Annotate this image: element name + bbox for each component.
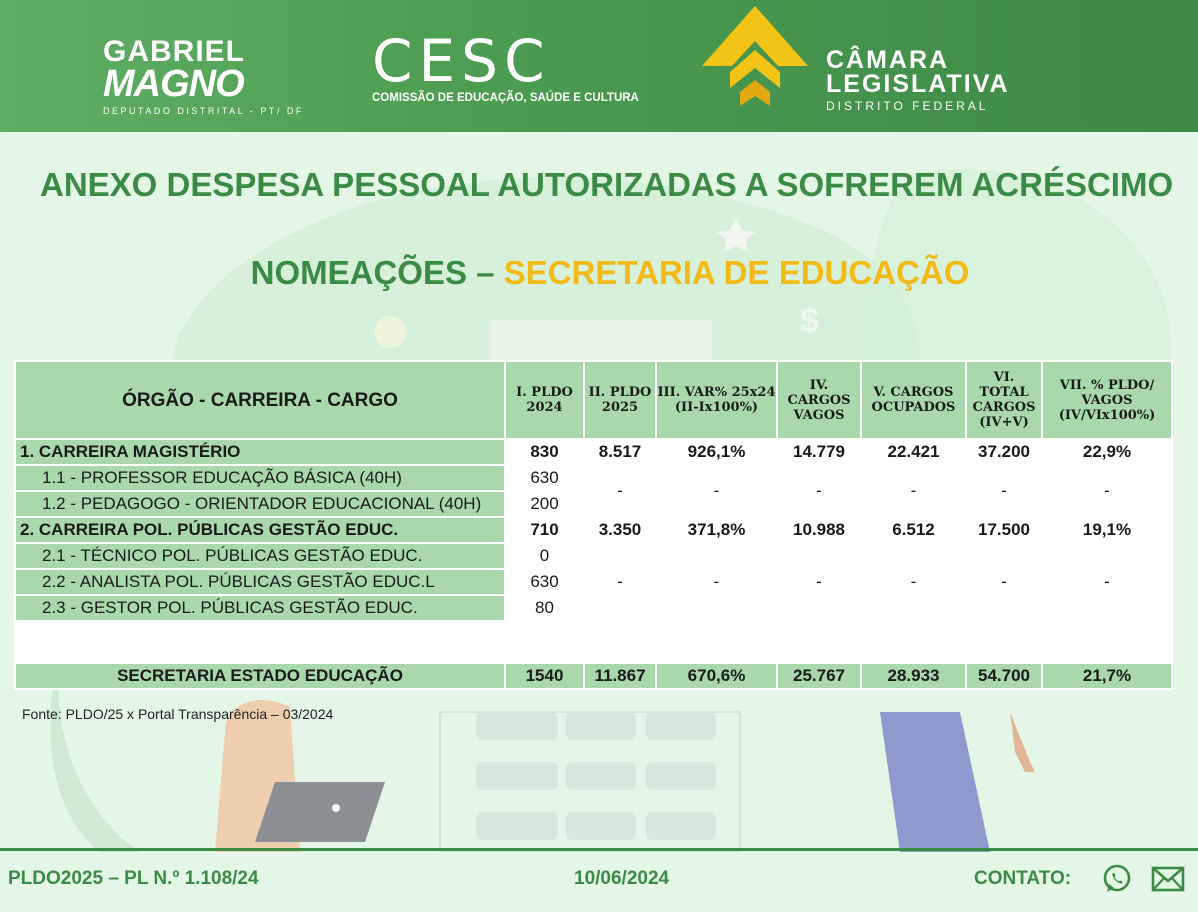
group1-dash-var: - bbox=[657, 466, 776, 516]
group1-dash-vagos: - bbox=[778, 466, 860, 516]
total-label: SECRETARIA ESTADO EDUCAÇÃO bbox=[16, 664, 504, 688]
group2-var: 371,8% bbox=[657, 518, 776, 542]
group2-pldo2024: 710 bbox=[506, 518, 583, 542]
camara-line3: DISTRITO FEDERAL bbox=[826, 99, 989, 113]
camara-line1: CÂMARA bbox=[826, 46, 950, 74]
table-header-row bbox=[16, 362, 1171, 438]
col-header-vagos: IV. CARGOS VAGOS bbox=[778, 362, 860, 438]
page-title: ANEXO DESPESA PESSOAL AUTORIZADAS A SOFREREM ACRÉSCIMO bbox=[40, 166, 1174, 203]
table-row-group2 bbox=[16, 518, 1171, 542]
whatsapp-icon[interactable] bbox=[1101, 863, 1133, 895]
group2-pldo2025: 3.350 bbox=[585, 518, 655, 542]
expense-table bbox=[14, 360, 1173, 690]
group2-dash-percent: - bbox=[1043, 544, 1171, 620]
col-header-pldo2024: I. PLDO 2024 bbox=[506, 362, 583, 438]
item-2-2-pldo2024: 630 bbox=[506, 570, 583, 594]
group2-dash-pldo2025: - bbox=[585, 544, 655, 620]
mail-icon[interactable] bbox=[1151, 866, 1185, 892]
group1-dash-ocupados: - bbox=[862, 466, 965, 516]
gabriel-magno-logo bbox=[103, 35, 304, 116]
group1-total: 37.200 bbox=[967, 440, 1041, 464]
item-1-2-pldo2024: 200 bbox=[506, 492, 583, 516]
brand-gabriel: GABRIEL bbox=[103, 35, 245, 68]
group1-dash-total: - bbox=[967, 466, 1041, 516]
footer-contact-label: CONTATO: bbox=[974, 868, 1072, 889]
col-header-orgao: ÓRGÃO - CARREIRA - CARGO bbox=[16, 362, 504, 438]
camara-text bbox=[826, 48, 1010, 113]
table-row-group1 bbox=[16, 440, 1171, 464]
group2-dash-var: - bbox=[657, 544, 776, 620]
group2-dash-vagos: - bbox=[778, 544, 860, 620]
item-2-3-pldo2024: 80 bbox=[506, 596, 583, 620]
item-2-1-name: 2.1 - TÉCNICO POL. PÚBLICAS GESTÃO EDUC. bbox=[16, 544, 504, 568]
footer-bill: PLDO2025 – PL N.º 1.108/24 bbox=[8, 868, 259, 889]
total-vagos: 25.767 bbox=[778, 664, 860, 688]
table-row bbox=[16, 466, 1171, 490]
item-1-1-pldo2024: 630 bbox=[506, 466, 583, 490]
table-spacer bbox=[16, 622, 1171, 662]
total-percent: 21,7% bbox=[1043, 664, 1171, 688]
cesc-subtitle: COMISSÃO DE EDUCAÇÃO, SAÚDE E CULTURA bbox=[372, 92, 639, 104]
total-total: 54.700 bbox=[967, 664, 1041, 688]
svg-text:$: $ bbox=[800, 302, 819, 340]
subtitle-part1: NOMEAÇÕES – bbox=[250, 254, 504, 291]
total-pldo2024: 1540 bbox=[506, 664, 583, 688]
item-1-2-name: 1.2 - PEDAGOGO - ORIENTADOR EDUCACIONAL (40H) bbox=[16, 492, 504, 516]
col-header-pldo2025: II. PLDO 2025 bbox=[585, 362, 655, 438]
subtitle-part2: SECRETARIA DE EDUCAÇÃO bbox=[503, 254, 970, 291]
group1-name: 1. CARREIRA MAGISTÉRIO bbox=[16, 440, 504, 464]
group2-percent: 19,1% bbox=[1043, 518, 1171, 542]
group1-dash-percent: - bbox=[1043, 466, 1171, 516]
group2-vagos: 10.988 bbox=[778, 518, 860, 542]
col-header-percent: VII. % PLDO/ VAGOS (IV/VIx100%) bbox=[1043, 362, 1171, 438]
page-subtitle bbox=[0, 254, 1198, 292]
group2-ocupados: 6.512 bbox=[862, 518, 965, 542]
header-banner bbox=[0, 0, 1198, 132]
camara-line2: LEGISLATIVA bbox=[826, 70, 1010, 98]
group2-dash-total: - bbox=[967, 544, 1041, 620]
group1-dash-pldo2025: - bbox=[585, 466, 655, 516]
table-spacer-row bbox=[16, 622, 1171, 662]
group2-total: 17.500 bbox=[967, 518, 1041, 542]
total-var: 670,6% bbox=[657, 664, 776, 688]
total-pldo2025: 11.867 bbox=[585, 664, 655, 688]
group1-pldo2025: 8.517 bbox=[585, 440, 655, 464]
cesc-logo bbox=[372, 27, 639, 104]
col-header-var: III. VAR% 25x24 (II-Ix100%) bbox=[657, 362, 776, 438]
brand-magno: MAGNO bbox=[103, 63, 244, 105]
group1-ocupados: 22.421 bbox=[862, 440, 965, 464]
table-row bbox=[16, 544, 1171, 568]
cesc-title: CESC bbox=[372, 27, 551, 95]
footer-divider bbox=[0, 848, 1198, 851]
group1-vagos: 14.779 bbox=[778, 440, 860, 464]
item-2-1-pldo2024: 0 bbox=[506, 544, 583, 568]
col-header-ocupados: V. CARGOS OCUPADOS bbox=[862, 362, 965, 438]
group2-name: 2. CARREIRA POL. PÚBLICAS GESTÃO EDUC. bbox=[16, 518, 504, 542]
source-note: Fonte: PLDO/25 x Portal Transparência – 03/2024 bbox=[22, 706, 334, 722]
col-header-total: VI. TOTAL CARGOS (IV+V) bbox=[967, 362, 1041, 438]
item-2-2-name: 2.2 - ANALISTA POL. PÚBLICAS GESTÃO EDUC.L bbox=[16, 570, 504, 594]
table-total-row bbox=[16, 664, 1171, 688]
camara-logo-icon bbox=[700, 6, 810, 111]
group2-dash-ocupados: - bbox=[862, 544, 965, 620]
group1-var: 926,1% bbox=[657, 440, 776, 464]
group1-percent: 22,9% bbox=[1043, 440, 1171, 464]
item-1-1-name: 1.1 - PROFESSOR EDUCAÇÃO BÁSICA (40H) bbox=[16, 466, 504, 490]
footer-date: 10/06/2024 bbox=[574, 868, 670, 889]
group1-pldo2024: 830 bbox=[506, 440, 583, 464]
total-ocupados: 28.933 bbox=[862, 664, 965, 688]
brand-subtitle: DEPUTADO DISTRITAL - PT/ DF bbox=[103, 106, 304, 116]
item-2-3-name: 2.3 - GESTOR POL. PÚBLICAS GESTÃO EDUC. bbox=[16, 596, 504, 620]
